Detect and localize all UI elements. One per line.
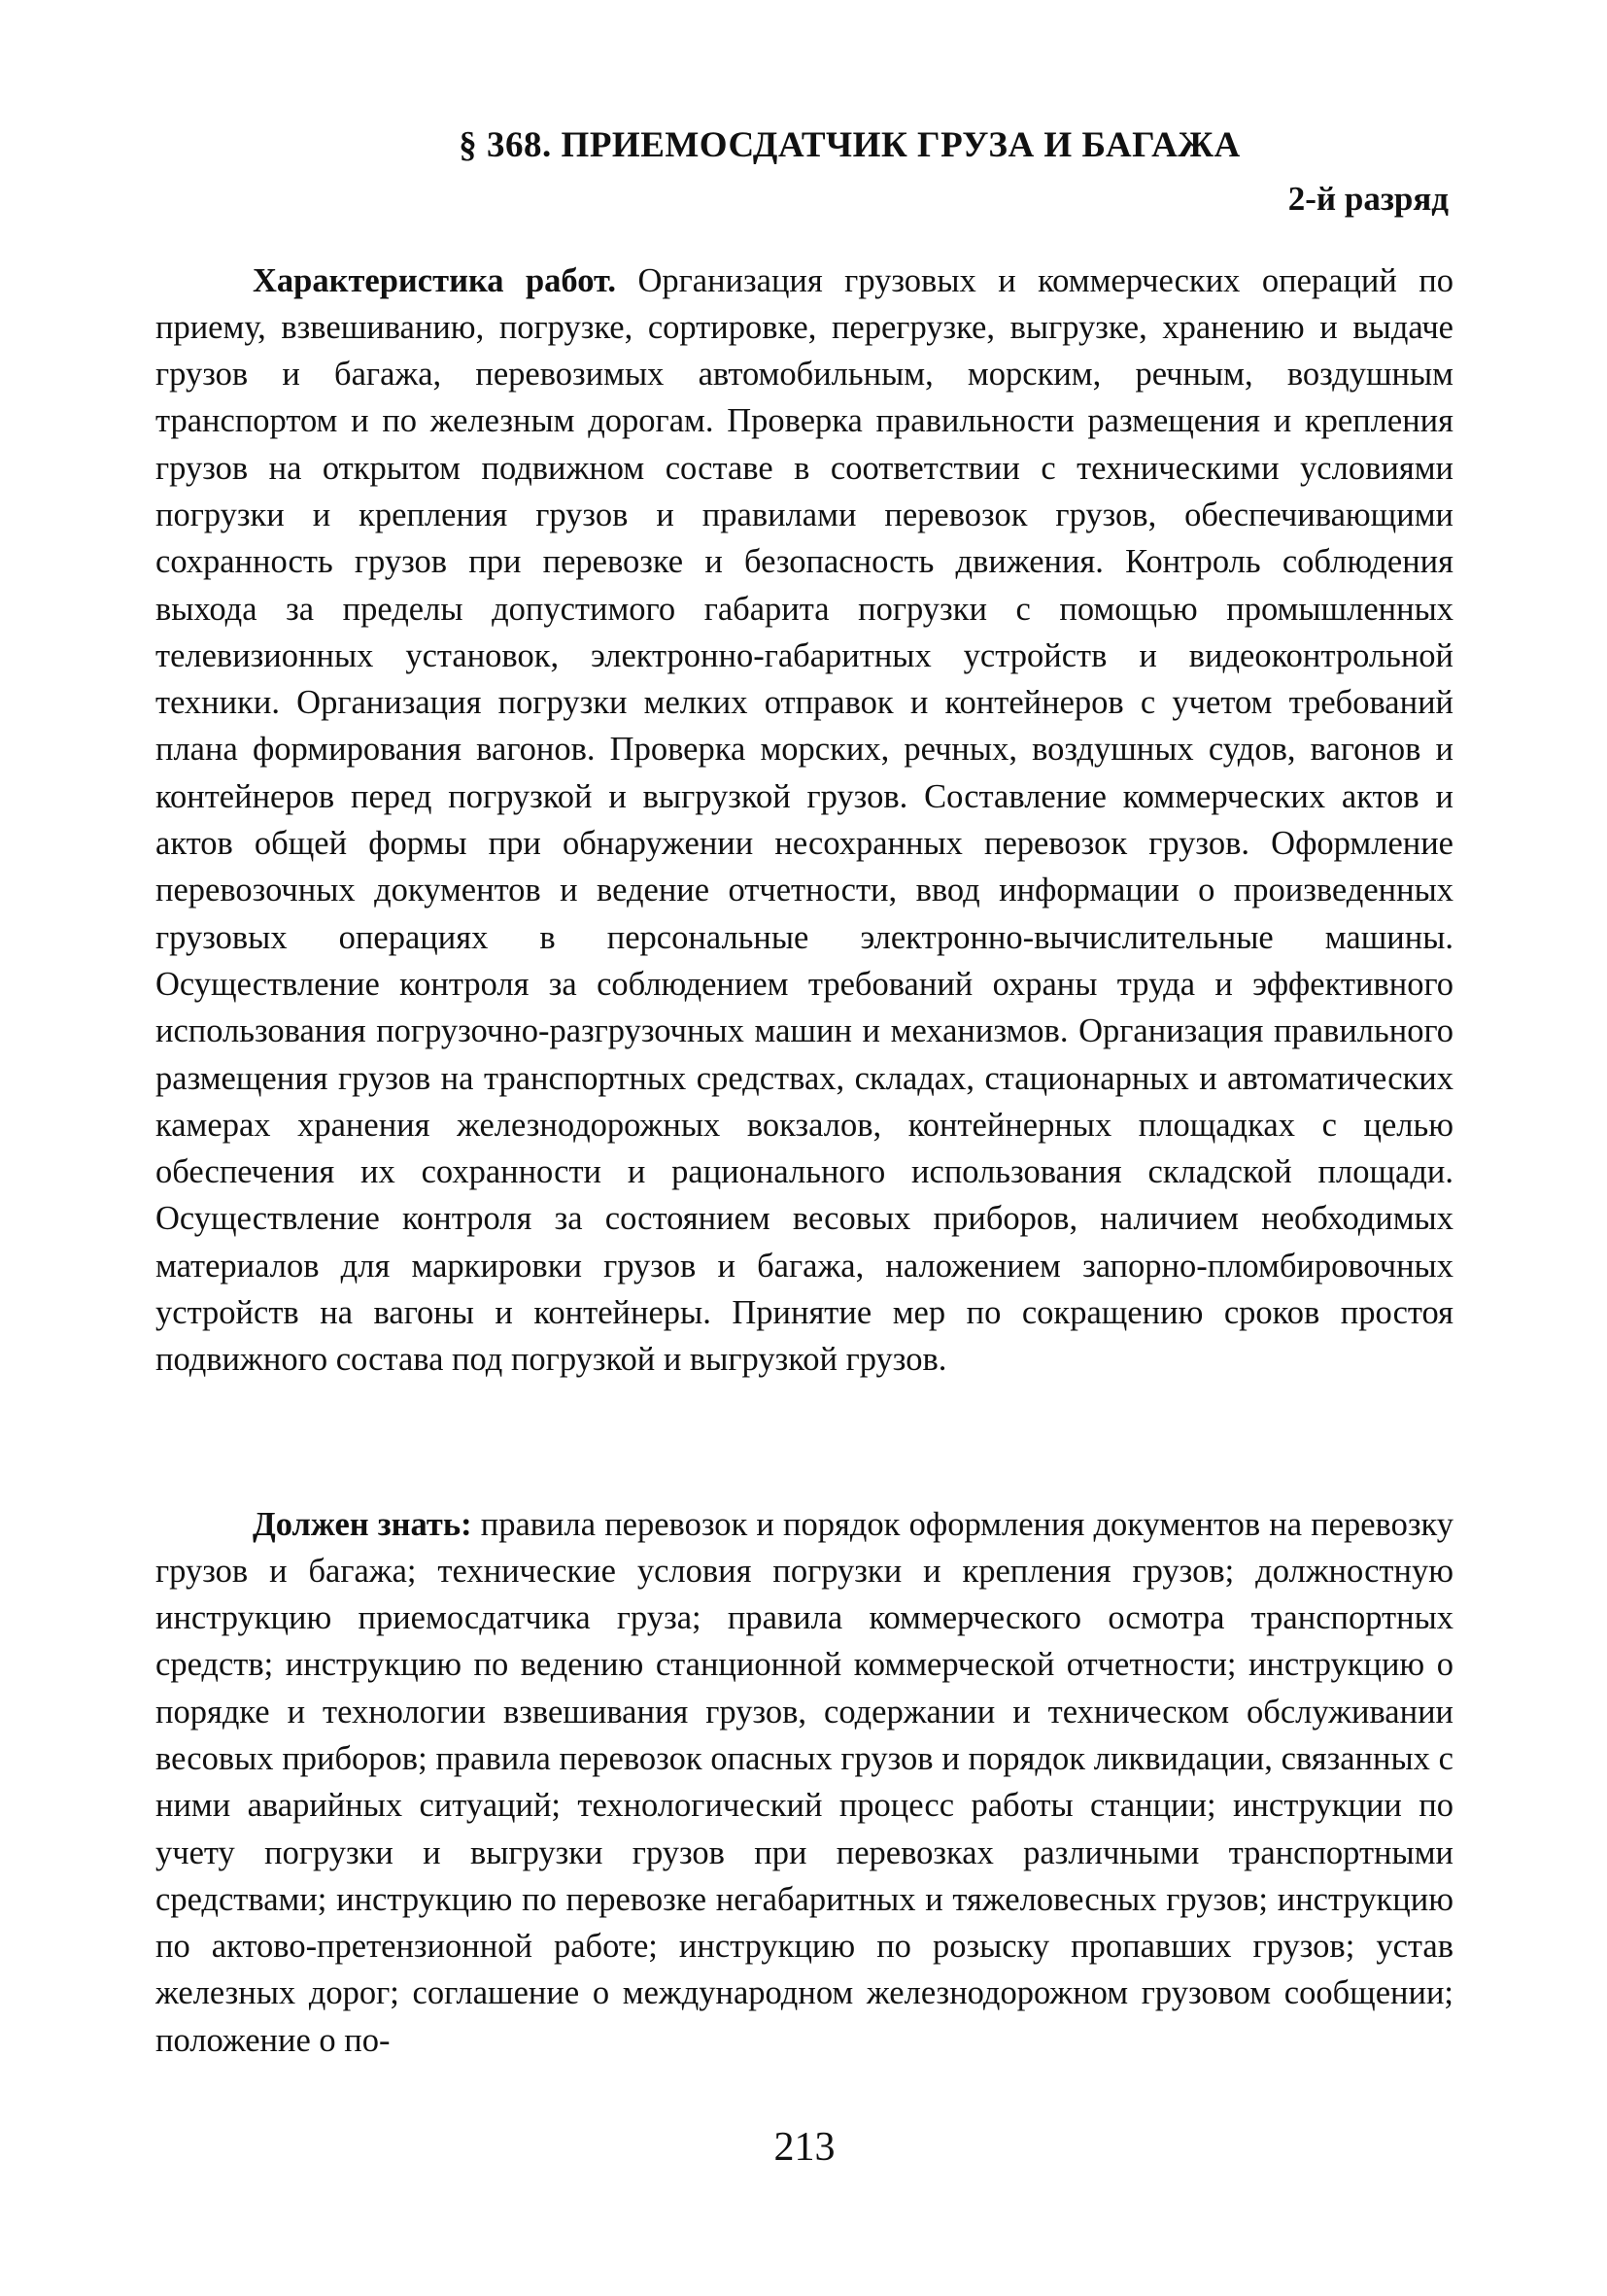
page-number: 213 [773,2125,836,2170]
knowledge-heading: Должен знать: [253,1505,472,1543]
characteristics-heading: Характеристика работ. [253,261,616,299]
knowledge-paragraph [155,1501,1453,2065]
section-title: § 368. ПРИЕМОСДАТЧИК ГРУЗА И БАГАЖА [459,125,1241,165]
characteristics-text: Организация грузовых и коммерческих операций по приему, взвешиванию, погрузке, сортировке, перегрузке, выгрузке, хранению и выдаче грузов и багажа, перевозимых автомобильным, морским, речным, воздушным транспортом и по железным дорогам. Проверка правильности размещения и крепления грузов на открытом подвижном составе в соответствии с техническими условиями погрузки и крепления грузов и правилами перевозок грузов, обеспечивающими сохранность грузов при перевозке и безопасность движения. Контроль соблюдения выхода за пределы допустимого габарита погрузки с помощью промышленных телевизионных установок, электронно-габаритных устройств и видеоконтрольной техники. Организация погрузки мелких отправок и контейнеров с учетом требований плана формирования вагонов. Проверка морских, речных, воздушных судов, вагонов и контейнеров перед погрузкой и выгрузкой грузов. Составление коммерческих актов и актов общей формы при обнаружении несохранных перевозок грузов. Оформление перевозочных документов и ведение отчетности, ввод информации о произведенных грузовых операциях в персональные электронно-вычислительные машины. Осуществление контроля за соблюдением требований охраны труда и эффективного использования погрузочно-разгрузочных машин и механизмов. Организация правильного размещения грузов на транспортных средствах, складах, стационарных и автоматических камерах хранения железнодорожных вокзалов, контейнерных площадках с целью обеспечения их сохранности и рационального использования складской площади. Осуществление контроля за состоянием весовых приборов, наличием необходимых материалов для маркировки грузов и багажа, наложением запорно-пломбировочных устройств на вагоны и контейнеры. Принятие мер по сокращению сроков простоя подвижного состава под погрузкой и выгрузкой грузов. [155,261,1453,1379]
knowledge-text: правила перевозок и порядок оформления документов на перевозку грузов и багажа; технические условия погрузки и крепления грузов; должностную инструкцию приемосдатчика груза; правила коммерческого осмотра транспортных средств; инструкцию по ведению станционной коммерческой отчетности; инструкцию о порядке и технологии взвешивания грузов, содержании и техническом обслуживании весовых приборов; правила перевозок опасных грузов и порядок ликвидации, связанных с ними аварийных ситуаций; технологический процесс работы станции; инструкции по учету погрузки и выгрузки грузов при перевозках различными транспортными средствами; инструкцию по перевозке негабаритных и тяжеловесных грузов; инструкцию по актово-претензионной работе; инструкцию по розыску пропавших грузов; устав железных дорог; соглашение о международном железнодорожном грузовом сообщении; положение о по- [155,1505,1453,2059]
grade-label: 2-й разряд [1287,180,1449,218]
characteristics-paragraph [155,257,1453,1384]
